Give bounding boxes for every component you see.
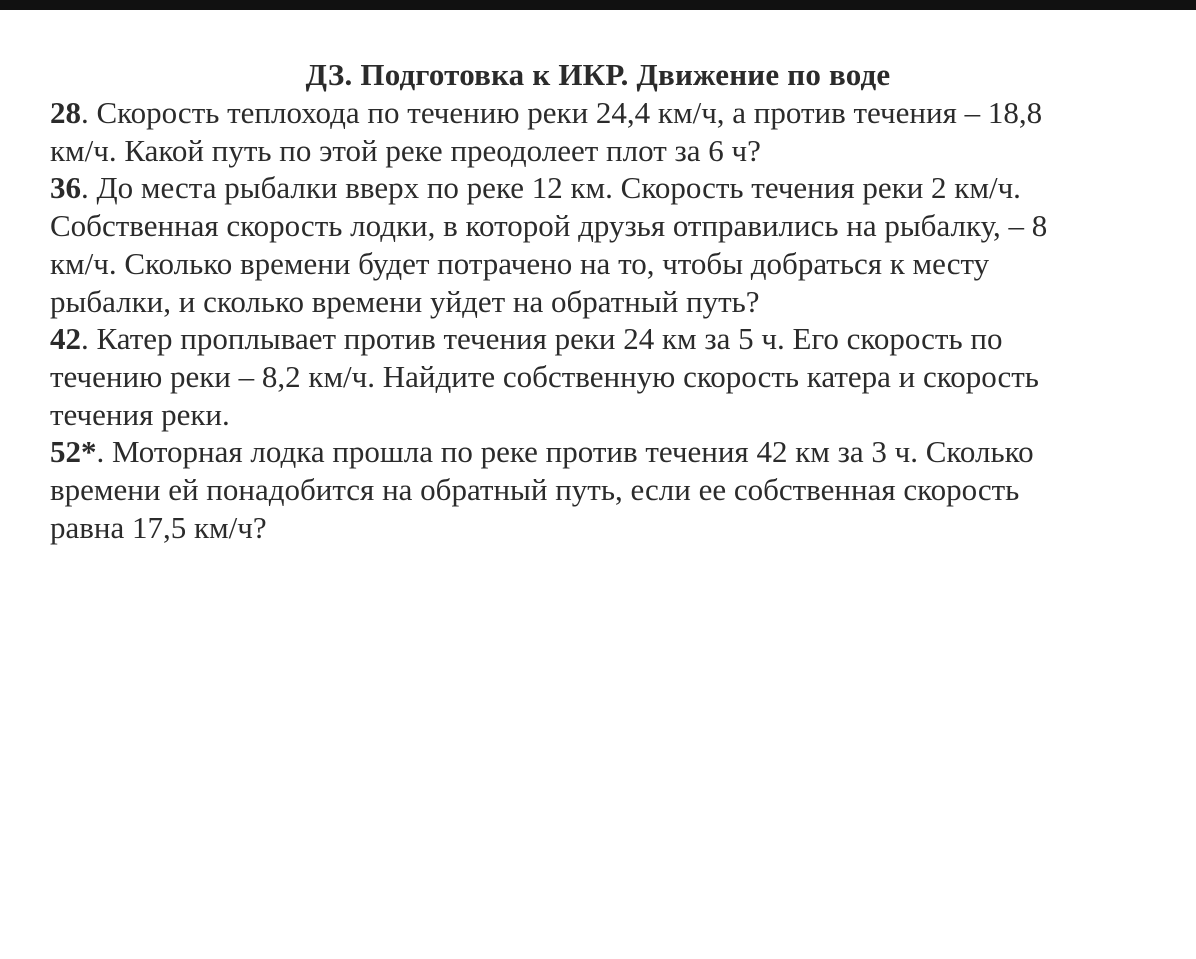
problem-number: 28 [50, 95, 81, 130]
problem-52 [50, 433, 1130, 546]
document-page [0, 10, 1196, 959]
problem-text: . До места рыбалки вверх по реке 12 км. Скорость течения реки 2 км/ч. [81, 170, 1021, 206]
problem-line [50, 169, 1130, 207]
problem-number: 42 [50, 321, 81, 357]
document-title: ДЗ. Подготовка к ИКР. Движение по воде [305, 57, 891, 92]
problem-text: . Скорость теплохода по течению реки 24,4 км/ч, а против течения – 18,8 [81, 95, 1043, 130]
problem-text: Собственная скорость лодки, в которой друзья отправились на рыбалку, – 8 [50, 208, 1048, 244]
problem-text: рыбалки, и сколько времени уйдет на обратный путь? [50, 283, 760, 319]
problem-42 [50, 320, 1130, 433]
problem-text: времени ей понадобится на обратный путь, если ее собственная скорость [50, 472, 1020, 508]
problem-line [50, 433, 1130, 471]
problem-36 [50, 169, 1130, 320]
problem-text: км/ч. Какой путь по этой реке преодолеет плот за 6 ч? [50, 132, 761, 168]
problem-text: равна 17,5 км/ч? [50, 509, 267, 545]
problem-line [50, 320, 1130, 358]
problem-text: км/ч. Сколько времени будет потрачено на то, чтобы добраться к месту [50, 245, 990, 281]
top-dark-bar [0, 0, 1196, 10]
problem-text: . Моторная лодка прошла по реке против течения 42 км за 3 ч. Сколько [96, 434, 1034, 470]
problem-number: 36 [50, 170, 81, 206]
problem-text: течению реки – 8,2 км/ч. Найдите собственную скорость катера и скорость [50, 358, 1039, 394]
problem-list [50, 94, 1130, 546]
problem-text: . Катер проплывает против течения реки 24 км за 5 ч. Его скорость по [81, 321, 1003, 357]
problem-number: 52* [50, 434, 97, 470]
problem-line [50, 94, 1130, 132]
problem-text: течения реки. [50, 396, 230, 432]
problem-28 [50, 94, 1130, 169]
